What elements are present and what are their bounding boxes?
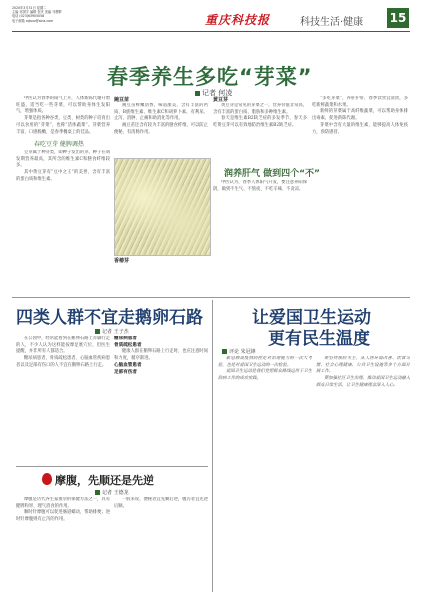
egg-icon (42, 473, 52, 485)
article4-col2 (316, 356, 410, 592)
paragraph: 糖尿病患者、骨质疏松患者、心脑血管疾病患者以及足部有伤口的人不宜在鹅卵石路上行走。 (16, 356, 110, 368)
meta-phone: 电话 (023)63905058 (12, 14, 45, 19)
article1-byline: 记者 何凌 (195, 88, 232, 98)
page-number: 15 (387, 8, 409, 28)
byline-mark (95, 490, 100, 495)
paragraph: 一般来说，便秘者宜先顺后逆，腹泻者宜先逆后顺。 (114, 497, 208, 509)
paragraph: 豆芽属于种芽类，即种子发出的芽。种子在萌发期营养最高，其所含的维生素C和膳食纤维较多。 (16, 150, 110, 169)
header-rule (12, 31, 410, 32)
divider-horizontal (12, 297, 410, 298)
paragraph: 要加强社区卫生治理，推动爱国卫生运动融入群众日常生活，让卫生健康理念深入人心。 (316, 376, 410, 388)
article2-byline: 记者 王子杰 (95, 328, 129, 335)
article3-byline: 记者 王德龙 (95, 489, 129, 496)
paragraph: 健康人群在鹅卵石路上行走时，也应注意时间和力度，循序渐进。 (114, 349, 208, 362)
paragraph: 爱国卫生运动是我们党把群众路线运用于卫生防病工作的成功实践。 (218, 369, 312, 382)
paragraph: 春天是维生素B2缺乏症的多发季节，春天多吃黄豆芽可以有效地防治维生素B2缺乏症。 (213, 116, 307, 129)
article1-col2 (114, 103, 208, 153)
paragraph: 摩腹是历代养生家推崇的保健方法之一，具有健脾和胃、理气消食的作用。 (16, 497, 110, 509)
article1-col3 (213, 103, 307, 161)
pull-quote: 润养肝气 做到四个“不” (224, 169, 320, 179)
meta-editors: 主编 邓国宇 编辑 贺庆 美编 马柳梦 (12, 10, 62, 15)
byline-mark (222, 349, 227, 354)
article1-col1-caption: 春吃豆芽 健脾调热 (34, 141, 84, 148)
paragraph: 芽菜是指各种谷类、豆类、树类的种子培育出可以食用的“芽菜”，也称“活体蔬菜”。芽菜营养丰富，口感脆嫩，是春季餐桌上的佳品。 (16, 116, 110, 135)
article2-subhead: 足部有伤者 (114, 369, 137, 375)
article2-title: 四类人群不宜走鹅卵石路 (16, 308, 203, 328)
article2-subhead: 心脑血管患者 (114, 362, 142, 368)
meta-email: 电子邮箱 cqlsxz@sina.com (12, 18, 54, 23)
paragraph: 中医认为春季的阳气上升，人体新陈代谢开始旺盛，适当吃一些芽菜，可以帮助身体生发阳气，增强体质。 (16, 96, 110, 115)
article1-col1-more (16, 150, 110, 260)
paragraph: 豌豆苗还含有较为丰富的膳食纤维，可以防止便秘，有清肠作用。 (114, 123, 208, 135)
divider-vertical (212, 300, 213, 592)
article1-col1 (16, 96, 110, 136)
article1-col3-more (213, 180, 307, 265)
article1-title: 春季养生多吃“芽菜” (107, 65, 313, 89)
article3-author: 王德龙 (113, 490, 129, 496)
paragraph: 要坚持预防为主，从人居环境改善、饮食习惯、社会心理健康、公共卫生设施等多个方面开展工作。 (316, 356, 410, 375)
bean-sprouts-photo (114, 158, 211, 256)
paragraph: 在公园中，经常能看到在鹅卵石路上赤脚行走的人，不少人认为这样能按摩足底穴位，但医生提醒，并非所有人都适合。 (16, 336, 110, 355)
article2-subhead: 骨质疏松患者 (114, 342, 142, 348)
article1-col4 (312, 96, 408, 266)
paragraph: 豌豆苗鲜嫩清香，味道甜美，含有丰富的钙质、B族维生素、维生素C和胡萝卜素，有利尿、止泻、消肿、止痛和助消化等作用。 (114, 103, 208, 122)
header-meta (12, 6, 62, 23)
article4-author: 朱冠锋 (240, 349, 256, 355)
paragraph: 新冠肺炎疫情防控是对治理能力的一次大考验，也是对爱国卫生运动的一次检验。 (218, 356, 312, 368)
article2-col2 (114, 336, 208, 466)
article1-col3-head: 黄豆芽 (213, 97, 229, 103)
paragraph: 新鲜的芽菜属于高纤维蔬菜，可以帮助身体排出毒素，促进新陈代谢。 (312, 109, 408, 122)
article3-title: 摩腹，先顺还是先逆 (55, 474, 154, 487)
divider-article3 (16, 466, 208, 467)
section-title: 科技生活·健康 (300, 17, 364, 28)
article1-col2-head: 豌豆苗 (114, 97, 130, 103)
article4-title-line2: 更有民生温度 (268, 329, 370, 349)
masthead-logo: 重庆科技报 (205, 13, 271, 27)
paragraph: 黄豆芽是常见的芽菜之一，营养价值非常高，含有丰富的蛋白质、脂肪和多种维生素。 (213, 103, 307, 115)
article2-subhead: 糖尿病患者 (114, 336, 137, 341)
paragraph: 其中黄豆芽有“豆中之王”的美誉，含有丰富的蛋白质和维生素。 (16, 170, 110, 182)
article4-title-line1: 让爱国卫生运动 (252, 308, 371, 328)
paragraph: 中医认为，春季人体阳气升发，要注意养阳保阴，做到不生气、不熬夜、不吃辛辣、不贪凉。 (213, 180, 307, 192)
byline-mark (95, 329, 100, 334)
article2-col1 (16, 336, 110, 466)
article1-author: 何凌 (218, 89, 233, 97)
paragraph: “多吃芽菜”，养肝护肝，春季饮食宜清淡，多吃新鲜蔬菜和水果。 (312, 96, 408, 108)
byline-mark (195, 91, 200, 96)
article4-byline: 评论 朱冠锋 (222, 348, 256, 355)
article3-col1 (16, 497, 110, 592)
article1-col2b-head: 香椿芽 (114, 258, 130, 264)
article4-col1 (218, 356, 312, 592)
meta-date: 2020年3月31日 星期二 (12, 6, 47, 10)
paragraph: 芽菜中含有大量的维生素，能够提高人体免疫力，预防感冒。 (312, 122, 408, 135)
article2-author: 王子杰 (113, 329, 129, 335)
paragraph: 顺时针摩腹可以促进肠道蠕动，帮助排便；逆时针摩腹则有止泻的作用。 (16, 510, 110, 523)
article3-col2 (114, 497, 208, 592)
